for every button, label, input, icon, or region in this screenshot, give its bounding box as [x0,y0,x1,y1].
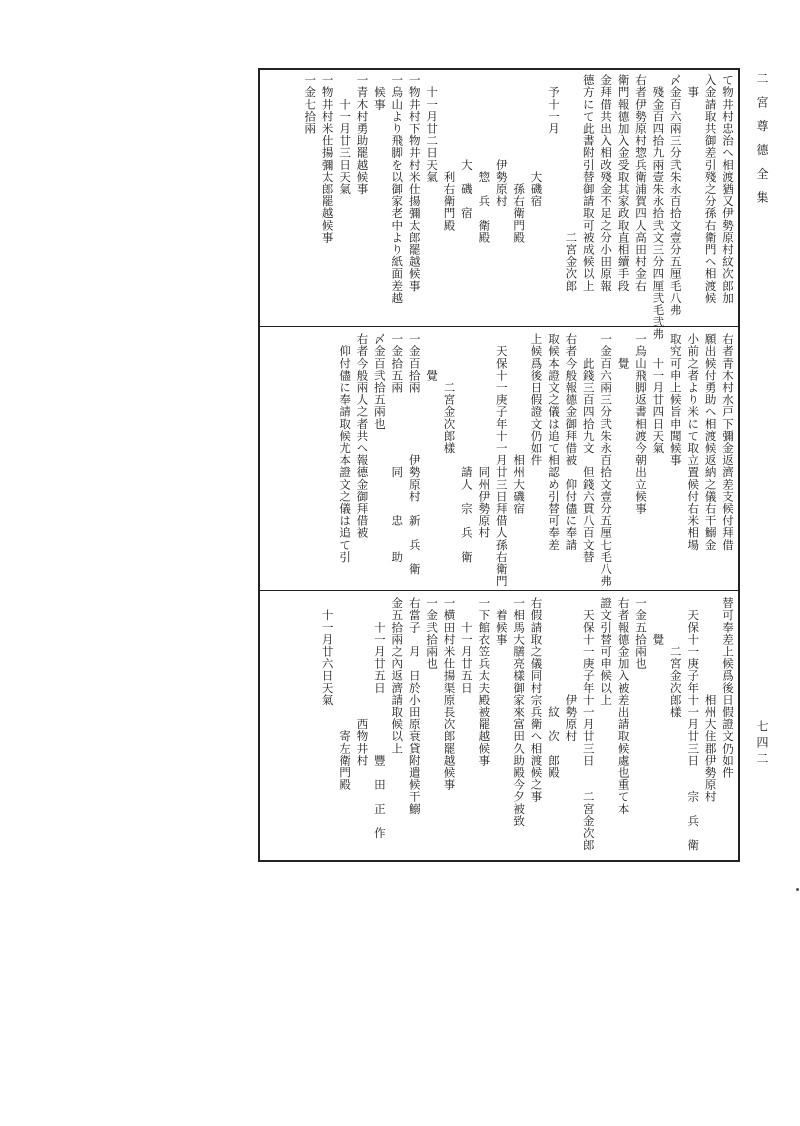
text-line: 〆金百六兩三分弐朱永百拾文壹分五厘毛八弗 [668,74,683,316]
text-line: 一物井村米仕揚彌太郎罷越候事 [320,74,335,244]
text-line: 相州大住郡伊勢原村 [703,597,718,803]
text-line: 一金五拾兩也 [633,597,648,670]
text-line: 一金百六兩三分弐朱永百拾文壹分五厘七毛八弗 [599,333,614,588]
text-line: 一相馬大膳亮樣御家來富田久助殿今夕被致 [512,597,527,827]
text-line: 右者今般兩人之者共へ報德金御拜借被 [355,333,370,539]
text-line: 一横田村米仕揚渠原長次郎罷越候事 [442,597,457,791]
text-line: 證文引替可申候以上 [599,597,614,706]
text-line: て物井村忠治へ相渡猶又伊勢原村紋次郎加 [721,74,735,304]
text-line: 金拜借共出入相改殘金不足之分小田原報 [599,74,614,292]
text-line: 取究可申上候旨申聞候事 [668,333,683,467]
text-line: 一物井村下物井村米仕揚彌太郎罷越候事 [407,74,422,292]
text-line: 予十一月 [546,74,561,135]
text-line: 殘金百四拾九兩壹朱永拾弐文三分四厘弐毛弐弗 [651,74,666,341]
text-line: 孫右衛門殿 [512,74,527,244]
text-line: 金五拾兩之內返濟請取候以上 [390,597,405,755]
text-line: 十一月廿三日天氣 [338,74,353,195]
text-line: 〆金百弐拾五兩也 [372,333,387,430]
text-line: 入金請取共御差引殘之分孫右衛門へ相渡候 [703,74,718,304]
text-line: 上候爲後日假證文仍如件 [529,333,544,467]
text-line: 一金百拾兩 伊勢原村 新 兵 衛 [407,333,422,575]
text-line: 替可奉差上候爲後日假證文仍如件 [721,597,735,779]
text-line: 西物井村 [355,597,370,767]
text-line: 事 [686,74,701,99]
text-line: 右者報德金加入被差出請取候處也重て本 [616,597,631,815]
text-line: 伊勢原村 [494,74,509,208]
text-line: 十一月廿四日天氣 [651,333,666,454]
section-bottom [262,597,736,857]
section-divider-2 [258,590,740,591]
text-line: 一金弐拾兩也 [425,597,440,670]
text-line: 仰付儘に奉請取候尤本證文之儀は追て引 [338,333,353,563]
text-line: 請人 宗 兵 衛 [459,333,474,563]
text-line: 覺 [425,333,440,382]
text-line: 願出候付勇助へ相渡候返納之儀右干鰯金 [703,333,718,551]
text-line: 二宮金次郎 [564,74,579,292]
text-line: 候事 [372,74,387,111]
text-line: 天保十一庚子年十一月廿三日 二宮金次郎 [581,597,596,852]
text-line: 着候事 [494,597,509,646]
page-number: 七四二 [755,720,769,768]
text-line: 十一月廿二日天氣 [425,74,440,183]
text-line: 伊勢原村 [564,597,579,743]
text-line: 十一月廿五日 [459,597,474,694]
text-line: 右假請取之儀同村宗兵衛へ相渡候之事 [529,597,544,803]
text-line: 德方にて此書附引替御請取可被成候以上 [581,74,596,292]
section-middle [262,333,736,588]
text-line: 大 磯 宿 [459,74,474,220]
text-line: 相州大磯宿 [512,333,527,515]
text-line: 大磯宿 [529,74,544,208]
text-line: 覺 [616,333,631,370]
text-line: 小前之者より米にて取立置候付右米相場 [686,333,701,551]
text-line: 取候本證文之儀は追て相認め引替可奉差 [546,333,561,551]
text-line: 二宮金次郎樣 [668,597,683,718]
text-line: 惣 兵 衛殿 [477,74,492,244]
text-line: 一烏山飛脚返書相渡今朝出立候事 [633,333,648,515]
text-line: 一青木村勇助罷越候事 [355,74,370,195]
text-line: 天保十一庚子年十一月廿三日 宗 兵 衛 [686,597,701,852]
text-line: 右當子 月 日於小田原衰貸附遣候干鰯 [407,597,422,815]
text-line: 寄左衛門殿 [338,597,353,791]
text-line: 覺 [651,597,666,646]
text-line: 紋 次 郎殿 [546,597,561,779]
section-divider-1 [258,326,740,327]
text-line: 右者伊勢原村惣兵衛浦賀四人高田村金右 [633,74,648,292]
text-line: 同州伊勢原村 [477,333,492,539]
text-line: 此錢三百四拾九文 但錢六貫八百文替 [581,333,596,563]
section-top [262,74,736,341]
text-line: 右者青木村水戸下彌金返濟差支候付拜借 [721,333,735,551]
scan-speck [796,888,799,891]
text-line: 二宮金次郎樣 [442,333,457,454]
text-line: 衛門報德加入金受取其家政取直相續手段 [616,74,631,292]
text-line: 十一月廿五日 豐 田 正 作 [372,597,387,839]
book-title: 二 宮 尊 德 全 集 [755,72,769,208]
text-line: 右者今般報德金御拜借被 仰付儘に奉請 [564,333,579,551]
text-line: 一金拾五兩 同 忠 助 [390,333,405,563]
text-line: 天保十一庚子年十一月廿三日拜借人孫右衛門 [494,333,509,588]
text-line: 一下館衣笠兵太夫殿被罷越候事 [477,597,492,767]
text-line: 利右衛門殿 [442,74,457,232]
text-line: 十一月廿六日天氣 [320,597,335,706]
text-line: 一烏山より飛脚を以御家老中より紙面差越 [390,74,405,304]
text-line: 一金七拾兩 [303,74,318,135]
